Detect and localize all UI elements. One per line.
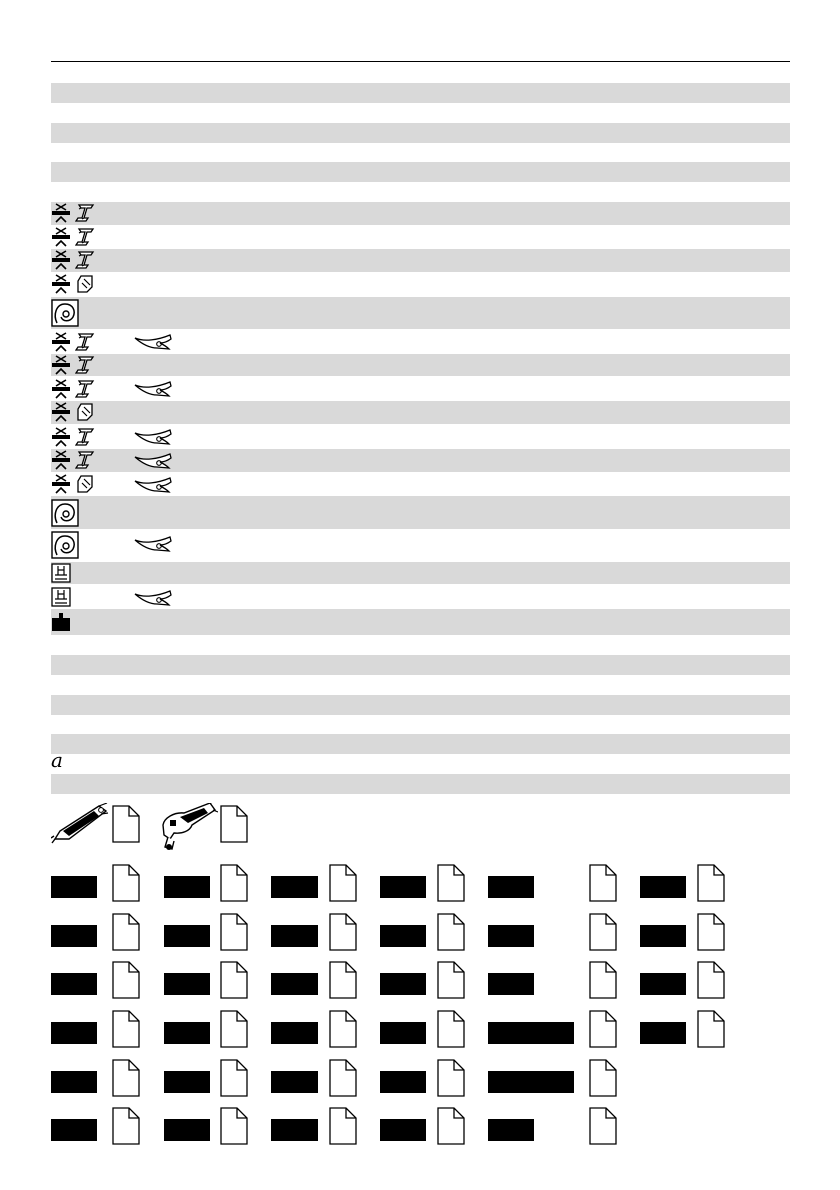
label-box — [640, 876, 686, 898]
profile-steel-icon — [75, 332, 95, 352]
cutting-depth-icon — [51, 587, 71, 607]
label-box-wide — [488, 1071, 574, 1093]
material-thickness-icon — [51, 402, 71, 422]
sheet-metal-icon — [75, 402, 95, 422]
row-icons-1 — [51, 203, 95, 223]
cutting-blade-icon — [134, 589, 172, 607]
page-reference-icon — [220, 864, 248, 902]
spec-row-cut-ibeam-1 — [51, 202, 790, 225]
label-box — [164, 925, 210, 947]
header-rule — [51, 61, 790, 62]
label-box — [164, 1071, 210, 1093]
spec-row-cut-sheet-2 — [51, 401, 790, 424]
page-reference-icon — [220, 805, 248, 843]
page-reference-icon — [697, 864, 725, 902]
row-icons-3 — [51, 250, 95, 270]
label-box — [51, 973, 97, 995]
label-box — [51, 1119, 97, 1141]
spec-row-4 — [51, 655, 790, 675]
page-reference-icon — [112, 961, 140, 999]
page-reference-icon — [220, 1010, 248, 1048]
row-icons-13 — [51, 499, 79, 527]
page-reference-icon — [329, 864, 357, 902]
material-thickness-icon — [51, 427, 71, 447]
page-reference-icon — [589, 1059, 617, 1097]
label-box — [164, 876, 210, 898]
page-reference-icon — [589, 864, 617, 902]
page-reference-icon — [437, 864, 465, 902]
label-box — [51, 925, 97, 947]
material-thickness-icon — [51, 474, 71, 494]
curve-radius-icon — [51, 531, 79, 559]
page-reference-icon — [589, 1107, 617, 1145]
label-box — [488, 876, 534, 898]
page-reference-icon — [112, 913, 140, 951]
label-box — [51, 1022, 97, 1044]
label-box — [380, 1119, 426, 1141]
page-reference-icon — [437, 1059, 465, 1097]
spec-row-2 — [51, 123, 790, 143]
page-reference-icon — [220, 961, 248, 999]
label-box — [380, 973, 426, 995]
profile-steel-icon — [75, 427, 95, 447]
label-box-wide — [488, 1022, 574, 1044]
label-box — [380, 925, 426, 947]
page-reference-icon — [437, 913, 465, 951]
label-box — [271, 973, 318, 995]
material-thickness-icon — [51, 355, 71, 375]
label-box — [51, 876, 97, 898]
spec-row-3 — [51, 162, 790, 182]
material-thickness-icon — [51, 227, 71, 247]
row-icons-7 — [51, 355, 95, 375]
cutting-blade-icon — [134, 452, 172, 470]
page-reference-icon — [220, 1107, 248, 1145]
spec-row-6 — [51, 734, 790, 754]
material-thickness-icon — [51, 450, 71, 470]
spec-row-weight — [51, 609, 790, 635]
page-reference-icon — [589, 1010, 617, 1048]
label-box — [271, 876, 318, 898]
page-reference-icon — [437, 1107, 465, 1145]
page-reference-icon — [437, 1010, 465, 1048]
spec-row-1 — [51, 83, 790, 103]
profile-steel-icon — [75, 203, 95, 223]
sheet-metal-icon — [75, 474, 95, 494]
label-box — [164, 973, 210, 995]
material-thickness-icon — [51, 379, 71, 399]
page-reference-icon — [220, 1059, 248, 1097]
cutting-blade-icon — [134, 380, 172, 398]
label-box — [640, 973, 686, 995]
row-icons-17 — [51, 612, 71, 632]
spec-row-curve-1 — [51, 297, 790, 329]
label-box — [164, 1119, 210, 1141]
spec-row-5 — [51, 695, 790, 715]
label-box — [380, 876, 426, 898]
row-icons-12 — [51, 474, 95, 494]
nibbler-tool-icon — [160, 803, 218, 853]
profile-steel-icon — [75, 379, 95, 399]
material-thickness-icon — [51, 250, 71, 270]
material-thickness-icon — [51, 274, 71, 294]
cutting-blade-icon — [134, 428, 172, 446]
curve-radius-icon — [51, 499, 79, 527]
weight-icon — [51, 612, 71, 632]
page-reference-icon — [112, 1059, 140, 1097]
page-reference-icon — [697, 961, 725, 999]
label-box — [488, 973, 534, 995]
page-reference-icon — [329, 913, 357, 951]
profile-steel-icon — [75, 450, 95, 470]
spec-row-cut-ibeam-5 — [51, 354, 790, 376]
row-icons-8 — [51, 379, 95, 399]
cutting-depth-icon — [51, 563, 71, 583]
page-reference-icon — [329, 961, 357, 999]
page-reference-icon — [437, 961, 465, 999]
page-reference-icon — [329, 1107, 357, 1145]
page-reference-icon — [589, 961, 617, 999]
page-reference-icon — [589, 913, 617, 951]
label-box — [51, 1071, 97, 1093]
material-thickness-icon — [51, 203, 71, 223]
row-icons-6 — [51, 332, 95, 352]
row-icons-16 — [51, 587, 71, 607]
curve-radius-icon — [51, 299, 79, 327]
alpha-symbol: a — [51, 748, 63, 772]
page-reference-icon — [112, 805, 140, 843]
cutting-blade-icon — [134, 333, 172, 351]
row-icons-14 — [51, 531, 79, 559]
label-box — [271, 1022, 318, 1044]
row-icons-15 — [51, 563, 71, 583]
spec-row-depth-1 — [51, 562, 790, 584]
material-thickness-icon — [51, 332, 71, 352]
sheet-metal-icon — [75, 274, 95, 294]
spec-row-7 — [51, 774, 790, 794]
profile-steel-icon — [75, 250, 95, 270]
page-reference-icon — [329, 1010, 357, 1048]
page-reference-icon — [112, 1010, 140, 1048]
spec-row-cut-ibeam-3 — [51, 249, 790, 272]
label-box — [380, 1071, 426, 1093]
label-box — [271, 925, 318, 947]
page-reference-icon — [329, 1059, 357, 1097]
label-box — [640, 1022, 686, 1044]
label-box — [488, 925, 534, 947]
shear-tool-icon — [51, 803, 109, 847]
page-reference-icon — [697, 1010, 725, 1048]
label-box — [380, 1022, 426, 1044]
label-box — [271, 1119, 318, 1141]
row-icons-11 — [51, 450, 95, 470]
label-box — [488, 1119, 534, 1141]
row-icons-2 — [51, 227, 95, 247]
profile-steel-icon — [75, 355, 95, 375]
page-reference-icon — [697, 913, 725, 951]
page-reference-icon — [112, 864, 140, 902]
label-box — [164, 1022, 210, 1044]
label-box — [271, 1071, 318, 1093]
row-icons-10 — [51, 427, 95, 447]
page-reference-icon — [112, 1107, 140, 1145]
cutting-blade-icon — [134, 535, 172, 553]
profile-steel-icon — [75, 227, 95, 247]
row-icons-5 — [51, 299, 79, 327]
label-box — [640, 925, 686, 947]
row-icons-9 — [51, 402, 95, 422]
row-icons-4 — [51, 274, 95, 294]
cutting-blade-icon — [134, 476, 172, 494]
spec-row-curve-2 — [51, 496, 790, 529]
page-reference-icon — [220, 913, 248, 951]
